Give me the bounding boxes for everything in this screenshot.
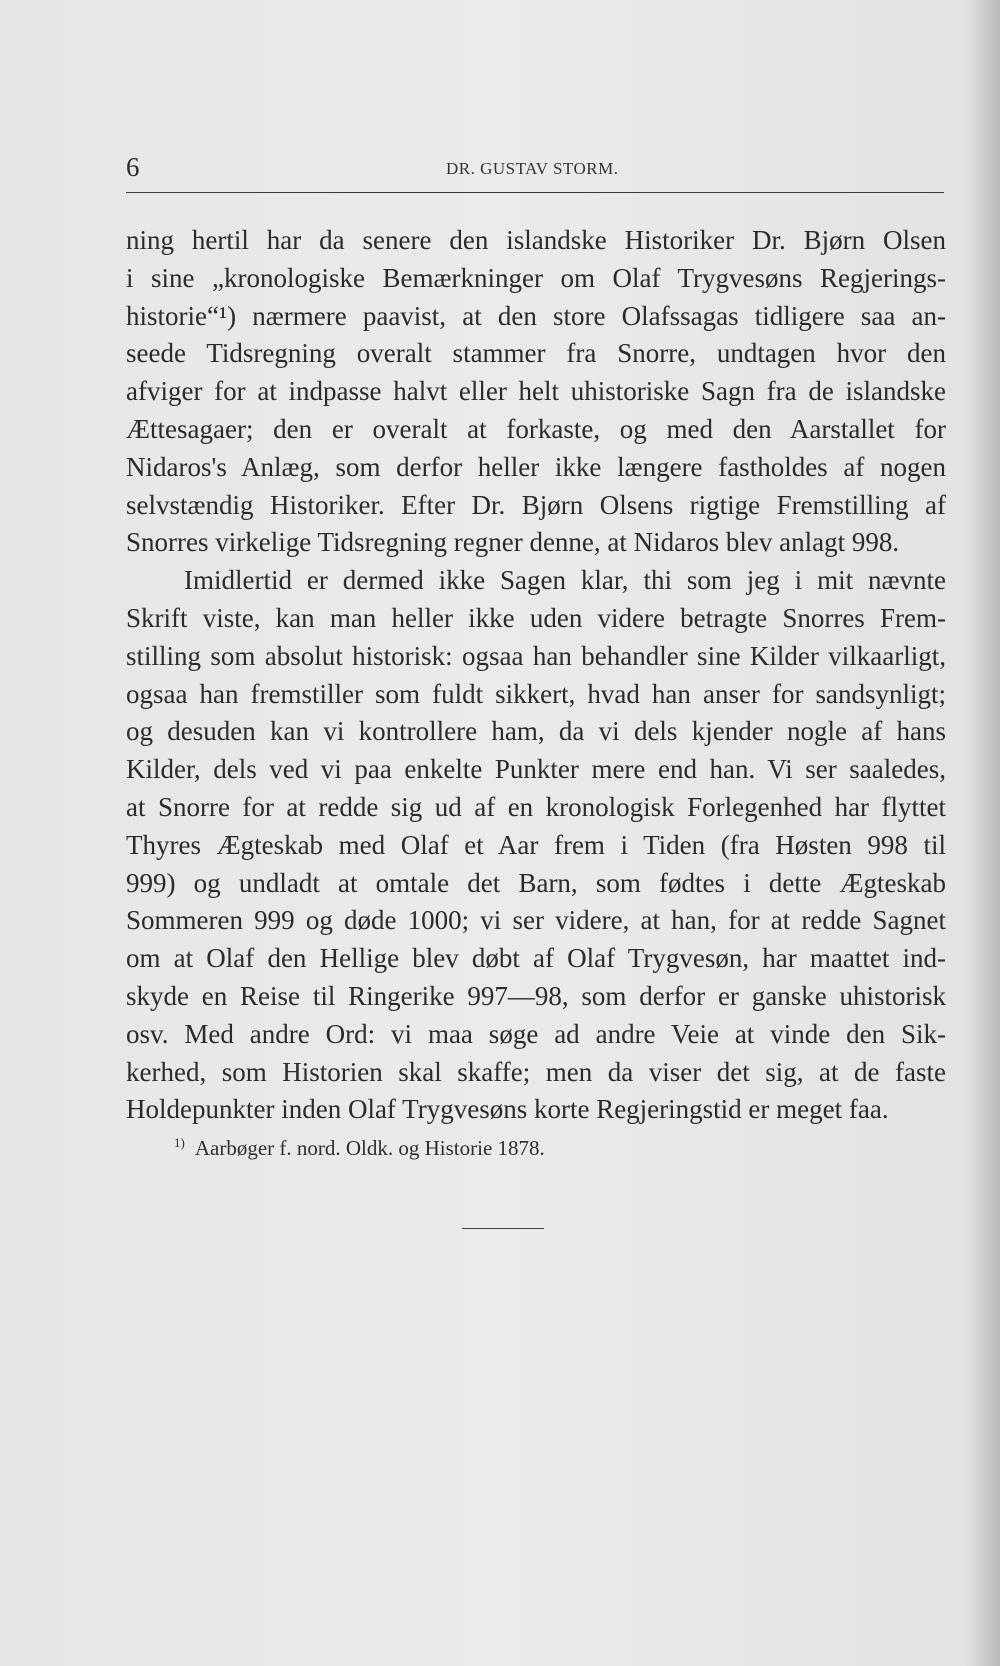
text-line: om at Olaf den Hellige blev døbt af Olaf Trygvesøn, har maattet ind- xyxy=(126,943,946,974)
text-line: skyde en Reise til Ringerike 997—98, som derfor er ganske uhistorisk xyxy=(126,980,946,1011)
text-line: Kilder, dels ved vi paa enkelte Punkter mere end han. Vi ser saaledes, xyxy=(126,754,946,785)
footnote-text: Aarbøger f. nord. Oldk. og Historie 1878. xyxy=(194,1136,545,1160)
text-line: Holdepunkter inden Olaf Trygvesøns korte Regjeringstid er meget faa. xyxy=(126,1094,889,1125)
text-line: i sine „kronologiske Bemærkninger om Olaf Trygvesøns Regjerings- xyxy=(126,262,946,293)
text-line: ogsaa han fremstiller som fuldt sikkert, hvad han anser for sandsynligt; xyxy=(126,678,946,709)
footnote-marker: 1) xyxy=(174,1135,185,1150)
text-line: Sommeren 999 og døde 1000; vi ser videre, at han, for at redde Sagnet xyxy=(126,905,946,936)
text-line: ning hertil har da senere den islandske Historiker Dr. Bjørn Olsen xyxy=(126,225,946,255)
text-line: Nidaros's Anlæg, som derfor heller ikke længere fastholdes af nogen xyxy=(126,451,946,482)
text-line: Imidlertid er dermed ikke Sagen klar, thi som jeg i mit nævnte xyxy=(184,565,946,596)
text-line: historie“¹) nærmere paavist, at den store Olafssagas tidligere saa an- xyxy=(126,300,946,331)
text-line: at Snorre for at redde sig ud af en kronologisk Forlegenhed har flyttet xyxy=(126,791,946,822)
body-text xyxy=(126,222,946,1129)
text-line: seede Tidsregning overalt stammer fra Snorre, undtagen hvor den xyxy=(126,338,946,369)
text-line: Ættesagaer; den er overalt at forkaste, og med den Aarstallet for xyxy=(126,413,946,444)
page-edge-shadow xyxy=(966,0,1000,1666)
text-line: 999) og undladt at omtale det Barn, som fødtes i dette Ægteskab xyxy=(126,867,946,898)
text-line: stilling som absolut historisk: ogsaa han behandler sine Kilder vilkaarligt, xyxy=(126,640,946,671)
running-head: DR. GUSTAV STORM. xyxy=(446,159,619,178)
text-line: selvstændig Historiker. Efter Dr. Bjørn Olsens rigtige Fremstilling af xyxy=(126,489,946,520)
text-line: Skrift viste, kan man heller ikke uden videre betragte Snorres Frem- xyxy=(126,602,946,633)
footnote xyxy=(174,1135,545,1161)
end-rule xyxy=(462,1228,544,1229)
text-line: osv. Med andre Ord: vi maa søge ad andre Veie at vinde den Sik- xyxy=(126,1018,946,1049)
text-line: Thyres Ægteskab med Olaf et Aar frem i Tiden (fra Høsten 998 til xyxy=(126,829,946,860)
page-header xyxy=(126,152,944,193)
text-line: og desuden kan vi kontrollere ham, da vi dels kjender nogle af hans xyxy=(126,716,946,747)
page-number: 6 xyxy=(126,152,140,182)
text-line: Snorres virkelige Tidsregning regner denne, at Nidaros blev anlagt 998. xyxy=(126,527,900,558)
text-line: afviger for at indpasse halvt eller helt uhistoriske Sagn fra de islandske xyxy=(126,376,946,407)
text-line: kerhed, som Historien skal skaffe; men da viser det sig, at de faste xyxy=(126,1056,946,1087)
